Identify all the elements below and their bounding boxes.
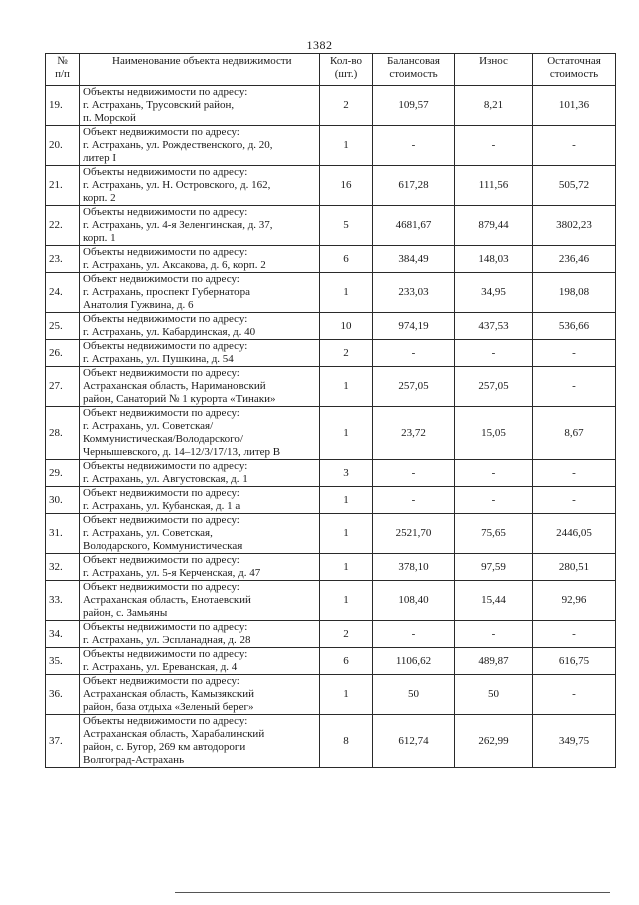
header-num xyxy=(46,54,80,86)
object-name-line: г. Астрахань, ул. 5-я Керченская, д. 47 xyxy=(83,567,261,579)
object-name-line: Объекты недвижимости по адресу: xyxy=(83,648,248,660)
residual-value-cell: 349,75 xyxy=(533,715,616,768)
wear-value-cell: 489,87 xyxy=(455,648,533,675)
table-row xyxy=(46,581,616,621)
object-name-line: район, с. Замьяны xyxy=(83,607,168,619)
object-name-line: г. Астрахань, ул. Эспланадная, д. 28 xyxy=(83,634,251,646)
object-name-line: Объекты недвижимости по адресу: xyxy=(83,86,248,98)
residual-value-cell: - xyxy=(533,621,616,648)
quantity-cell: 16 xyxy=(320,166,373,206)
header-balance-line: Балансовая xyxy=(387,55,440,67)
object-name-cell xyxy=(80,367,320,407)
wear-value-cell: 437,53 xyxy=(455,313,533,340)
object-name-line: г. Астрахань, ул. Н. Островского, д. 162, xyxy=(83,179,271,191)
quantity-cell: 1 xyxy=(320,487,373,514)
object-name-line: Объекты недвижимости по адресу: xyxy=(83,246,248,258)
quantity-cell: 1 xyxy=(320,554,373,581)
wear-value-cell: 75,65 xyxy=(455,514,533,554)
quantity-cell: 1 xyxy=(320,273,373,313)
object-name-line: г. Астрахань, ул. Аксакова, д. 6, корп. 2 xyxy=(83,259,266,271)
object-name-line: Володарского, Коммунистическая xyxy=(83,540,243,552)
table-row xyxy=(46,487,616,514)
wear-value-cell: 15,44 xyxy=(455,581,533,621)
header-wear: Износ xyxy=(455,54,533,86)
residual-value-cell: 280,51 xyxy=(533,554,616,581)
wear-value-cell: 97,59 xyxy=(455,554,533,581)
balance-value-cell: 233,03 xyxy=(373,273,455,313)
table-row xyxy=(46,554,616,581)
row-number: 21. xyxy=(46,166,80,206)
object-name-line: Объект недвижимости по адресу: xyxy=(83,554,240,566)
quantity-cell: 1 xyxy=(320,675,373,715)
object-name-line: Объекты недвижимости по адресу: xyxy=(83,313,248,325)
table-row xyxy=(46,340,616,367)
balance-value-cell: 1106,62 xyxy=(373,648,455,675)
object-name-line: Объект недвижимости по адресу: xyxy=(83,126,240,138)
quantity-cell: 1 xyxy=(320,514,373,554)
header-residual-line: стоимость xyxy=(549,68,599,80)
object-name-line: Объекты недвижимости по адресу: xyxy=(83,621,248,633)
object-name-line: Чернышевского, д. 14–12/3/17/13, литер В xyxy=(83,446,281,458)
row-number: 23. xyxy=(46,246,80,273)
table-row xyxy=(46,675,616,715)
object-name-line: г. Астрахань, ул. Советская, xyxy=(83,527,213,539)
quantity-cell: 1 xyxy=(320,581,373,621)
object-name-line: корп. 2 xyxy=(83,192,116,204)
object-name-line: Объекты недвижимости по адресу: xyxy=(83,460,248,472)
object-name-line: Астраханская область, Харабалинский xyxy=(83,728,265,740)
quantity-cell: 6 xyxy=(320,246,373,273)
balance-value-cell: 50 xyxy=(373,675,455,715)
object-name-line: корп. 1 xyxy=(83,232,116,244)
table-row xyxy=(46,460,616,487)
object-name-line: п. Морской xyxy=(83,112,136,124)
residual-value-cell: 8,67 xyxy=(533,407,616,460)
balance-value-cell: 109,57 xyxy=(373,86,455,126)
row-number: 27. xyxy=(46,367,80,407)
quantity-cell: 2 xyxy=(320,621,373,648)
object-name-cell xyxy=(80,675,320,715)
object-name-line: г. Астрахань, ул. Ереванская, д. 4 xyxy=(83,661,238,673)
table-row xyxy=(46,407,616,460)
balance-value-cell: 974,19 xyxy=(373,313,455,340)
table-row xyxy=(46,367,616,407)
row-number: 25. xyxy=(46,313,80,340)
object-name-cell xyxy=(80,554,320,581)
residual-value-cell: 198,08 xyxy=(533,273,616,313)
object-name-cell xyxy=(80,621,320,648)
object-name-cell xyxy=(80,648,320,675)
balance-value-cell: 384,49 xyxy=(373,246,455,273)
object-name-line: Объект недвижимости по адресу: xyxy=(83,675,240,687)
header-balance-line: стоимость xyxy=(389,68,438,80)
residual-value-cell: 92,96 xyxy=(533,581,616,621)
balance-value-cell: 2521,70 xyxy=(373,514,455,554)
object-name-line: г. Астрахань, ул. Советская/ xyxy=(83,420,214,432)
balance-value-cell: 108,40 xyxy=(373,581,455,621)
object-name-cell xyxy=(80,126,320,166)
wear-value-cell: 15,05 xyxy=(455,407,533,460)
quantity-cell: 2 xyxy=(320,340,373,367)
object-name-line: г. Астрахань, ул. Кабардинская, д. 40 xyxy=(83,326,256,338)
residual-value-cell: - xyxy=(533,126,616,166)
table-row xyxy=(46,246,616,273)
quantity-cell: 3 xyxy=(320,460,373,487)
quantity-cell: 1 xyxy=(320,407,373,460)
balance-value-cell: 617,28 xyxy=(373,166,455,206)
table-row xyxy=(46,621,616,648)
page-number: 1382 xyxy=(306,38,333,52)
table-row xyxy=(46,126,616,166)
wear-value-cell: - xyxy=(455,460,533,487)
header-num-line: № xyxy=(57,55,68,67)
object-name-cell xyxy=(80,715,320,768)
row-number: 31. xyxy=(46,514,80,554)
residual-value-cell: 3802,23 xyxy=(533,206,616,246)
row-number: 24. xyxy=(46,273,80,313)
quantity-cell: 2 xyxy=(320,86,373,126)
row-number: 29. xyxy=(46,460,80,487)
object-name-line: Объект недвижимости по адресу: xyxy=(83,514,240,526)
balance-value-cell: - xyxy=(373,460,455,487)
row-number: 22. xyxy=(46,206,80,246)
table-row xyxy=(46,648,616,675)
object-name-line: г. Астрахань, ул. Кубанская, д. 1 а xyxy=(83,500,241,512)
object-name-line: Астраханская область, Енотаевский xyxy=(83,594,251,606)
object-name-line: г. Астрахань, ул. Пушкина, д. 54 xyxy=(83,353,234,365)
object-name-line: Объекты недвижимости по адресу: xyxy=(83,206,248,218)
header-qty-line: (шт.) xyxy=(334,68,358,80)
balance-value-cell: - xyxy=(373,621,455,648)
object-name-cell xyxy=(80,487,320,514)
residual-value-cell: 101,36 xyxy=(533,86,616,126)
object-name-line: Объекты недвижимости по адресу: xyxy=(83,715,248,727)
table-row xyxy=(46,166,616,206)
wear-value-cell: - xyxy=(455,126,533,166)
header-num-line: п/п xyxy=(55,68,70,80)
residual-value-cell: 2446,05 xyxy=(533,514,616,554)
quantity-cell: 1 xyxy=(320,126,373,166)
object-name-cell xyxy=(80,166,320,206)
object-name-line: район, Санаторий № 1 курорта «Тинаки» xyxy=(83,393,276,405)
row-number: 33. xyxy=(46,581,80,621)
balance-value-cell: 23,72 xyxy=(373,407,455,460)
row-number: 36. xyxy=(46,675,80,715)
object-name-line: Анатолия Гужвина, д. 6 xyxy=(83,299,194,311)
table-row xyxy=(46,86,616,126)
table-row xyxy=(46,313,616,340)
row-number: 37. xyxy=(46,715,80,768)
property-table xyxy=(45,53,616,768)
object-name-cell xyxy=(80,581,320,621)
row-number: 34. xyxy=(46,621,80,648)
object-name-line: г. Астрахань, Трусовский район, xyxy=(83,99,235,111)
object-name-line: Объекты недвижимости по адресу: xyxy=(83,340,248,352)
row-number: 35. xyxy=(46,648,80,675)
header-balance xyxy=(373,54,455,86)
header-qty-line: Кол-во xyxy=(330,55,362,67)
wear-value-cell: 257,05 xyxy=(455,367,533,407)
object-name-line: Объект недвижимости по адресу: xyxy=(83,273,240,285)
residual-value-cell: - xyxy=(533,367,616,407)
balance-value-cell: - xyxy=(373,487,455,514)
object-name-cell xyxy=(80,86,320,126)
wear-value-cell: - xyxy=(455,621,533,648)
wear-value-cell: 148,03 xyxy=(455,246,533,273)
object-name-cell xyxy=(80,246,320,273)
residual-value-cell: 616,75 xyxy=(533,648,616,675)
wear-value-cell: 879,44 xyxy=(455,206,533,246)
balance-value-cell: 612,74 xyxy=(373,715,455,768)
object-name-cell xyxy=(80,273,320,313)
row-number: 19. xyxy=(46,86,80,126)
header-residual xyxy=(533,54,616,86)
object-name-line: Волгоград-Астрахань xyxy=(83,754,185,766)
balance-value-cell: 4681,67 xyxy=(373,206,455,246)
object-name-line: Коммунистическая/Володарского/ xyxy=(83,433,243,445)
table-row xyxy=(46,273,616,313)
balance-value-cell: 378,10 xyxy=(373,554,455,581)
residual-value-cell: 505,72 xyxy=(533,166,616,206)
table-row xyxy=(46,715,616,768)
object-name-cell xyxy=(80,460,320,487)
wear-value-cell: - xyxy=(455,487,533,514)
object-name-line: Объект недвижимости по адресу: xyxy=(83,367,240,379)
object-name-line: Объект недвижимости по адресу: xyxy=(83,487,240,499)
wear-value-cell: 262,99 xyxy=(455,715,533,768)
balance-value-cell: - xyxy=(373,126,455,166)
table-row xyxy=(46,514,616,554)
row-number: 26. xyxy=(46,340,80,367)
row-number: 28. xyxy=(46,407,80,460)
quantity-cell: 5 xyxy=(320,206,373,246)
object-name-line: литер I xyxy=(83,152,116,164)
object-name-line: г. Астрахань, ул. Августовская, д. 1 xyxy=(83,473,248,485)
residual-value-cell: 536,66 xyxy=(533,313,616,340)
header-residual-line: Остаточная xyxy=(547,55,601,67)
object-name-cell xyxy=(80,313,320,340)
quantity-cell: 1 xyxy=(320,367,373,407)
residual-value-cell: - xyxy=(533,487,616,514)
balance-value-cell: 257,05 xyxy=(373,367,455,407)
footer-divider xyxy=(175,892,610,893)
residual-value-cell: 236,46 xyxy=(533,246,616,273)
wear-value-cell: 8,21 xyxy=(455,86,533,126)
quantity-cell: 6 xyxy=(320,648,373,675)
header-name: Наименование объекта недвижимости xyxy=(80,54,320,86)
residual-value-cell: - xyxy=(533,675,616,715)
object-name-line: Астраханская область, Наримановский xyxy=(83,380,266,392)
quantity-cell: 10 xyxy=(320,313,373,340)
object-name-line: Астраханская область, Камызякский xyxy=(83,688,255,700)
wear-value-cell: 111,56 xyxy=(455,166,533,206)
object-name-line: район, с. Бугор, 269 км автодороги xyxy=(83,741,246,753)
object-name-cell xyxy=(80,407,320,460)
row-number: 20. xyxy=(46,126,80,166)
object-name-line: Объект недвижимости по адресу: xyxy=(83,581,240,593)
residual-value-cell: - xyxy=(533,340,616,367)
table-row xyxy=(46,206,616,246)
row-number: 32. xyxy=(46,554,80,581)
residual-value-cell: - xyxy=(533,460,616,487)
wear-value-cell: 34,95 xyxy=(455,273,533,313)
row-number: 30. xyxy=(46,487,80,514)
table-header-row xyxy=(46,54,616,86)
quantity-cell: 8 xyxy=(320,715,373,768)
object-name-line: район, база отдыха «Зеленый берег» xyxy=(83,701,254,713)
object-name-cell xyxy=(80,206,320,246)
object-name-cell xyxy=(80,340,320,367)
wear-value-cell: 50 xyxy=(455,675,533,715)
object-name-line: г. Астрахань, ул. 4-я Зеленгинская, д. 37, xyxy=(83,219,273,231)
header-qty xyxy=(320,54,373,86)
object-name-line: Объекты недвижимости по адресу: xyxy=(83,166,248,178)
object-name-line: г. Астрахань, ул. Рождественского, д. 20, xyxy=(83,139,273,151)
object-name-cell xyxy=(80,514,320,554)
balance-value-cell: - xyxy=(373,340,455,367)
object-name-line: Объект недвижимости по адресу: xyxy=(83,407,240,419)
wear-value-cell: - xyxy=(455,340,533,367)
object-name-line: г. Астрахань, проспект Губернатора xyxy=(83,286,251,298)
